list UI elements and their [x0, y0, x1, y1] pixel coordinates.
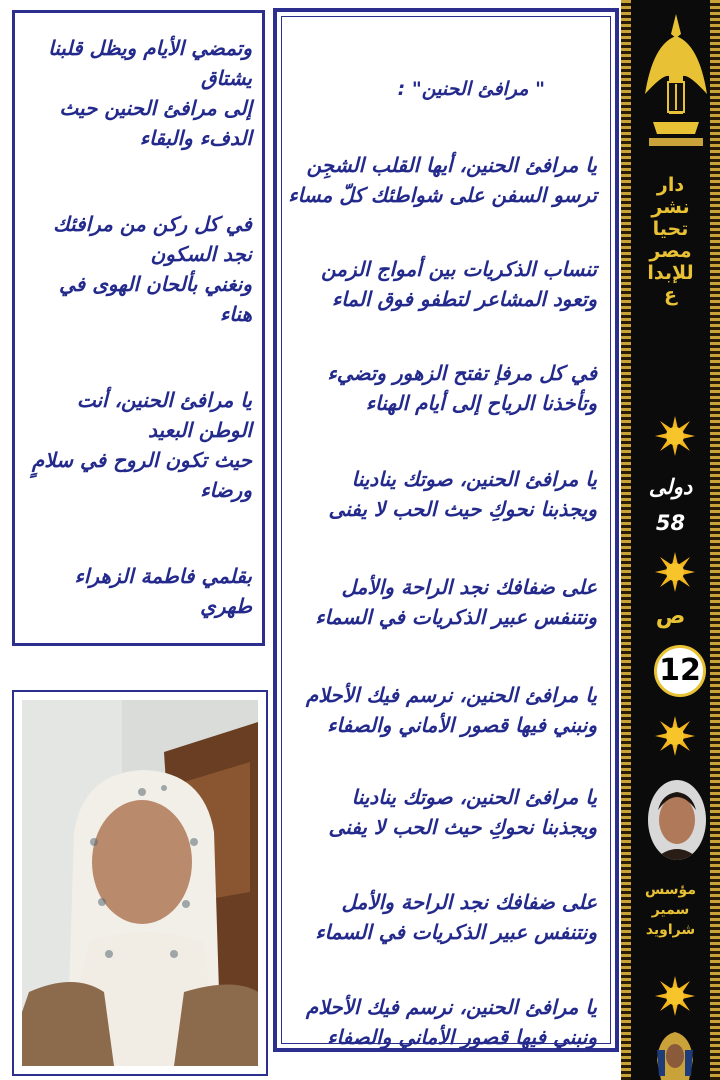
publisher-sidebar: [621, 0, 720, 1080]
stanza-line: يشتاق: [200, 66, 252, 90]
left-stanza: [16, 209, 252, 329]
publisher-line: نشر: [651, 196, 690, 218]
issue-number: 58: [655, 511, 686, 535]
stanza-line: يا مرافئ الحنين، صوتك ينادينا: [351, 467, 597, 491]
poem-stanza: [287, 887, 597, 947]
founder-portrait: [648, 780, 706, 860]
poem-stanza: [287, 680, 597, 740]
stanza-line: يا مرافئ الحنين، نرسم فيك الأحلام: [305, 995, 597, 1019]
stanza-line: يا مرافئ الحنين، أنت: [76, 388, 252, 412]
sun-icon: [655, 716, 695, 756]
poem-stanza: [287, 992, 597, 1052]
stanza-line: نجد السكون: [150, 242, 252, 266]
poem-stanza: [287, 254, 597, 314]
left-poem-panel: [12, 10, 265, 646]
sun-icon: [655, 976, 695, 1016]
page-label: ص: [655, 604, 686, 629]
founder-photo: [648, 780, 706, 860]
stanza-line: إلى مرافئ الحنين حيث: [59, 96, 252, 120]
page-number: 12: [654, 645, 706, 697]
publisher-line: دار: [656, 174, 685, 196]
stanza-line: ورضاء: [200, 478, 252, 502]
pharaoh-icon: [653, 1030, 697, 1080]
stanza-line: ونتنفس عبير الذكريات في السماء: [315, 605, 597, 629]
stanza-line: ترسو السفن على شواطئك كلّ مساء: [288, 183, 597, 207]
poem-stanza: [287, 150, 597, 210]
left-stanza: [16, 33, 252, 153]
publisher-name: [631, 174, 710, 306]
stanza-line: الدفء والبقاء: [139, 126, 252, 150]
stanza-line: وتعود المشاعر لتطفو فوق الماء: [331, 287, 597, 311]
stanza-line: ويجذبنا نحوكِ حيث الحب لا يفنى: [328, 497, 597, 521]
publisher-line: ع: [664, 284, 677, 306]
stanza-line: يا مرافئ الحنين، صوتك ينادينا: [351, 785, 597, 809]
stanza-line: وتأخذنا الرياح إلى أيام الهناء: [365, 391, 597, 415]
stanza-line: الوطن البعيد: [148, 418, 252, 442]
founder-line: سمير: [651, 902, 690, 918]
stanza-line: ويجذبنا نحوكِ حيث الحب لا يفنى: [328, 815, 597, 839]
publisher-line: تحيا: [652, 218, 689, 240]
sidebar-border: [621, 0, 631, 1080]
author-photo: [14, 692, 266, 1074]
sun-icon: [655, 416, 695, 456]
founder-line: شراويد: [645, 922, 696, 938]
international-label: دولى: [648, 475, 693, 499]
stanza-line: على ضفافك نجد الراحة والأمل: [341, 890, 597, 914]
poem-stanza: [287, 464, 597, 524]
stanza-line: ونتنفس عبير الذكريات في السماء: [315, 920, 597, 944]
left-stanza: [16, 385, 252, 505]
eagle-emblem-icon: [643, 4, 709, 154]
poem-stanza: [287, 782, 597, 842]
stanza-line: هناء: [219, 302, 252, 326]
stanza-line: في كل مرفإ تفتح الزهور وتضيء: [327, 361, 597, 385]
stanza-line: يا مرافئ الحنين، نرسم فيك الأحلام: [305, 683, 597, 707]
signature-line: طهري: [200, 594, 252, 618]
publisher-line: للإبدا: [647, 262, 694, 284]
founder-line: مؤسس: [644, 882, 696, 898]
sun-icon: [655, 552, 695, 592]
poem-stanza: [287, 358, 597, 418]
publisher-line: مصر: [649, 240, 692, 262]
signature-line: بقلمي فاطمة الزهراء: [74, 564, 252, 588]
main-poem-panel: [273, 8, 619, 1052]
stanza-line: يا مرافئ الحنين، أيها القلب الشجِن: [306, 153, 597, 177]
stanza-line: على ضفافك نجد الراحة والأمل: [341, 575, 597, 599]
author-photo-frame: [12, 690, 268, 1076]
poem-title: " مرافئ الحنين" :: [397, 78, 545, 100]
author-signature: [16, 561, 252, 621]
stanza-line: حيث تكون الروح في سلامٍ: [31, 448, 252, 472]
stanza-line: وتمضي الأيام ويظل قلبنا: [48, 36, 252, 60]
stanza-line: ونبني فيها قصور الأماني والصفاء: [327, 713, 597, 737]
stanza-line: تنساب الذكريات بين أمواج الزمن: [321, 257, 597, 281]
poem-stanza: [287, 572, 597, 632]
founder-name: [631, 880, 710, 940]
stanza-line: في كل ركن من مرافئك: [53, 212, 252, 236]
sidebar-border: [710, 0, 720, 1080]
stanza-line: ونبني فيها قصور الأماني والصفاء: [327, 1025, 597, 1049]
stanza-line: ونغني بألحان الهوى في: [59, 272, 252, 296]
